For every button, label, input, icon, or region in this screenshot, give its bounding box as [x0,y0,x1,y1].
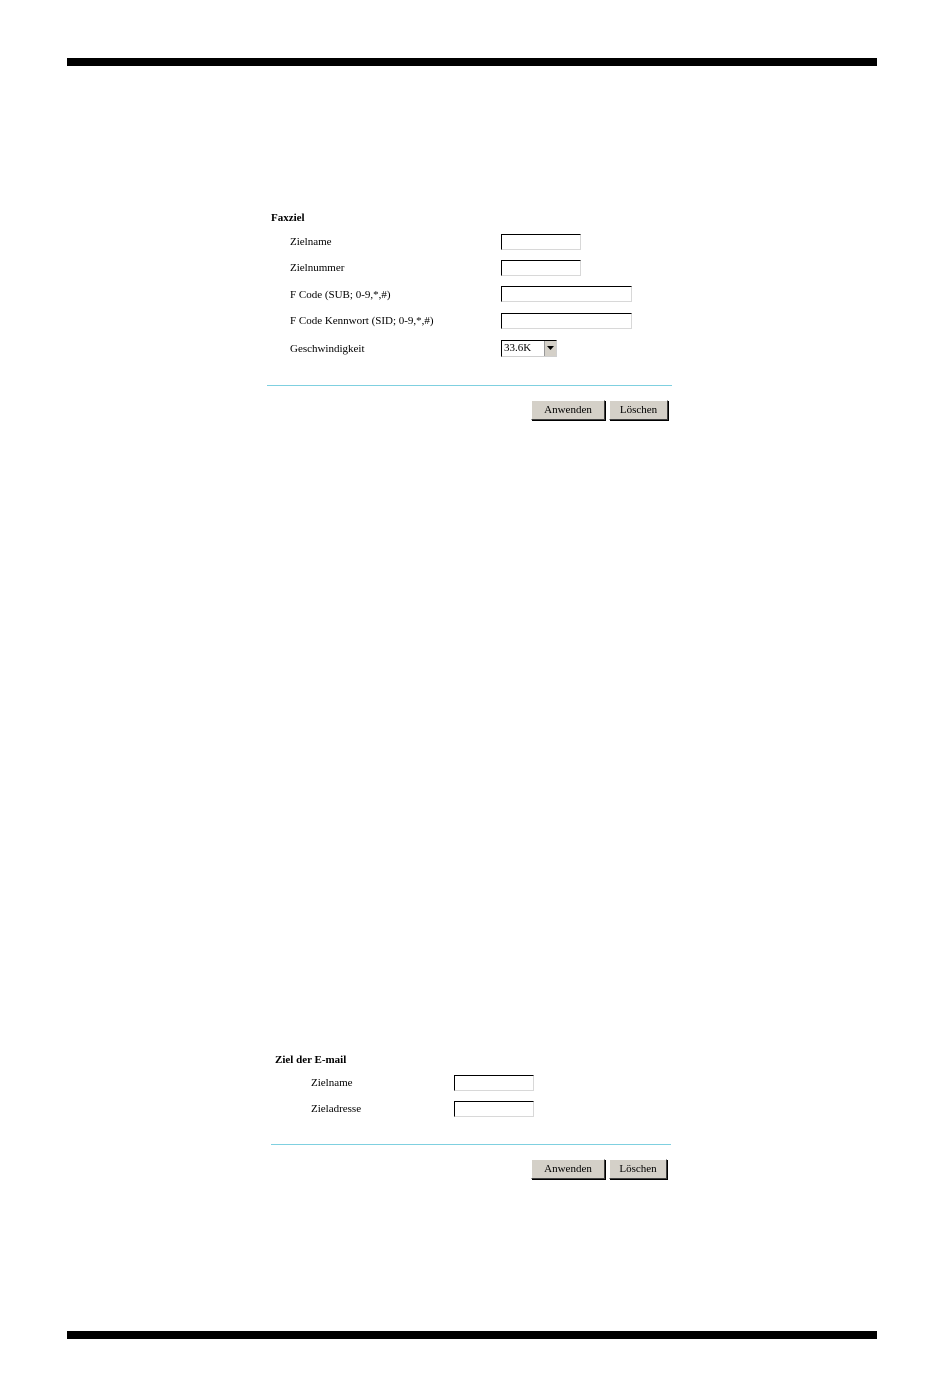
email-zieladresse-label: Zieladresse [311,1103,362,1115]
fax-fcode-sid-input[interactable] [501,313,632,329]
email-panel-divider [271,1144,671,1145]
fax-fcode-sid-label: F Code Kennwort (SID; 0-9,*,#) [290,315,434,327]
fax-zielname-input[interactable] [501,234,581,250]
email-zielname-input[interactable] [454,1075,534,1091]
fax-speed-select[interactable] [501,340,557,357]
fax-panel-title: Faxziel [271,212,305,224]
fax-fcode-sub-label: F Code (SUB; 0-9,*,#) [290,289,391,301]
page-top-rule [67,58,877,66]
email-apply-button[interactable]: Anwenden [531,1159,605,1179]
fax-apply-button[interactable]: Anwenden [531,400,605,420]
fax-panel-divider [267,385,672,386]
page-bottom-rule [67,1331,877,1339]
fax-speed-label: Geschwindigkeit [290,343,365,355]
email-zieladresse-input[interactable] [454,1101,534,1117]
fax-fcode-sub-input[interactable] [501,286,632,302]
chevron-down-icon[interactable] [544,341,556,356]
email-panel-title: Ziel der E-mail [275,1054,347,1066]
fax-zielname-label: Zielname [290,236,332,248]
email-zielname-label: Zielname [311,1077,353,1089]
fax-speed-value: 33.6K [504,342,532,354]
fax-zielnummer-input[interactable] [501,260,581,276]
fax-clear-button[interactable]: Löschen [609,400,668,420]
fax-zielnummer-label: Zielnummer [290,262,345,274]
email-clear-button[interactable]: Löschen [609,1159,667,1179]
